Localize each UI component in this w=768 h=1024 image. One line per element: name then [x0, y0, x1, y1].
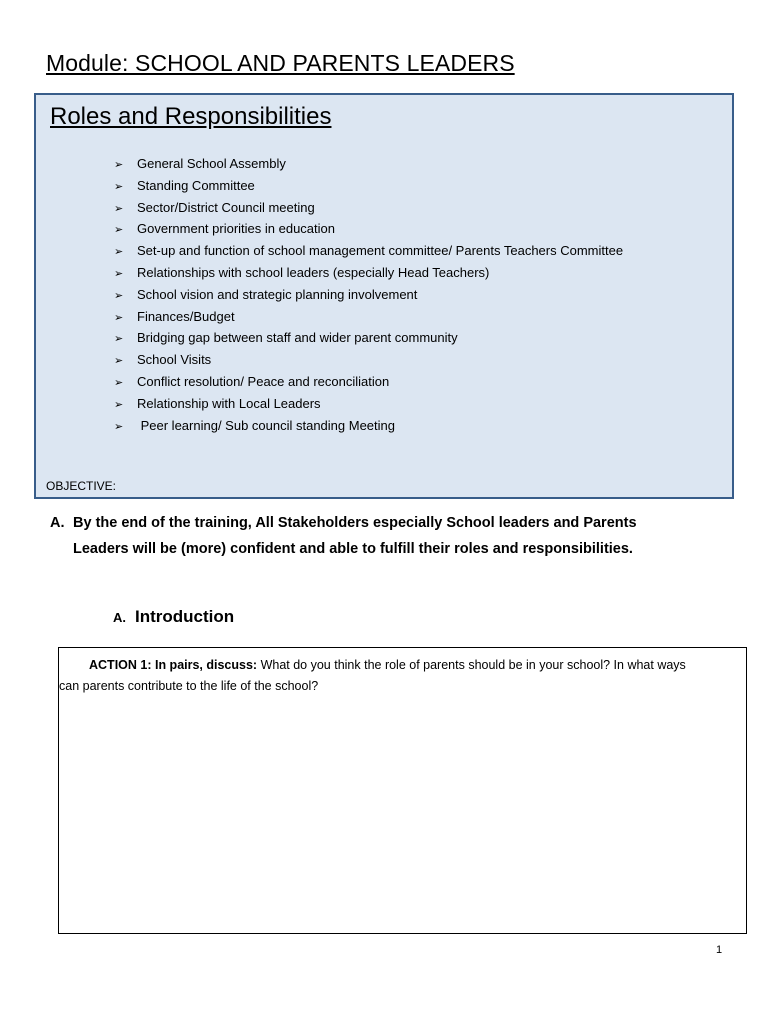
arrow-bullet-icon: ➢: [114, 333, 124, 346]
objective-line-1: By the end of the training, All Stakeholders especially School leaders and Parents: [73, 515, 637, 531]
roles-heading: Roles and Responsibilities: [50, 103, 332, 130]
roles-list-item: [114, 306, 623, 328]
action-question-2: can parents contribute to the life of the school?: [59, 679, 319, 693]
roles-box: [34, 93, 734, 499]
action-lead: ACTION 1: In pairs, discuss:: [89, 658, 258, 672]
roles-item-text: School Visits: [137, 352, 212, 368]
roles-item-text: School vision and strategic planning involvement: [137, 286, 418, 302]
roles-item-text: Relationship with Local Leaders: [137, 395, 321, 411]
arrow-bullet-icon: ➢: [114, 420, 124, 433]
introduction-marker: A.: [113, 610, 126, 625]
arrow-bullet-icon: ➢: [114, 180, 124, 193]
roles-item-text: Conflict resolution/ Peace and reconciliation: [137, 373, 390, 389]
roles-list-item: [114, 262, 623, 284]
arrow-bullet-icon: ➢: [114, 246, 124, 259]
objective-line-2: Leaders will be (more) confident and able to fulfill their roles and responsibilities.: [73, 541, 633, 557]
arrow-bullet-icon: ➢: [114, 159, 124, 171]
roles-list-item: [114, 327, 623, 349]
roles-item-text: General School Assembly: [137, 156, 286, 171]
arrow-bullet-icon: ➢: [114, 376, 124, 389]
objective-label: OBJECTIVE:: [46, 479, 117, 493]
arrow-bullet-icon: ➢: [114, 355, 124, 368]
action-box: [58, 647, 747, 934]
roles-list: [114, 153, 623, 436]
roles-list-item: [114, 240, 623, 262]
roles-item-text: Finances/Budget: [137, 308, 235, 324]
module-title: Module: SCHOOL AND PARENTS LEADERS: [46, 50, 515, 76]
roles-item-text: Relationships with school leaders (especially Head Teachers): [137, 264, 490, 280]
roles-list-item: [114, 153, 623, 175]
roles-item-text: Standing Committee: [137, 177, 255, 193]
introduction-heading: [113, 607, 234, 627]
arrow-bullet-icon: ➢: [114, 202, 124, 215]
roles-list-item: [114, 349, 623, 371]
introduction-title: Introduction: [135, 607, 235, 626]
arrow-bullet-icon: ➢: [114, 224, 124, 237]
objective-marker: A.: [50, 515, 65, 531]
roles-list-item: [114, 371, 623, 393]
roles-item-text: Sector/District Council meeting: [137, 199, 315, 215]
arrow-bullet-icon: ➢: [114, 398, 124, 411]
arrow-bullet-icon: ➢: [114, 311, 124, 324]
action-text: [59, 655, 744, 697]
roles-list-item: [114, 415, 623, 437]
roles-list-item: [114, 197, 623, 219]
roles-list-item: [114, 284, 623, 306]
roles-item-text: Set-up and function of school management committee/ Parents Teachers Committee: [137, 243, 624, 259]
roles-list-item: [114, 218, 623, 240]
roles-item-text: Peer learning/ Sub council standing Meeting: [137, 417, 395, 433]
roles-list-item: [114, 393, 623, 415]
roles-item-text: Government priorities in education: [137, 221, 335, 237]
action-question-1: What do you think the role of parents should be in your school? In what ways: [257, 658, 686, 672]
roles-list-item: [114, 175, 623, 197]
arrow-bullet-icon: ➢: [114, 289, 124, 302]
arrow-bullet-icon: ➢: [114, 267, 124, 280]
objective-statement: [50, 510, 690, 562]
roles-item-text: Bridging gap between staff and wider parent community: [137, 330, 458, 346]
page-number: 1: [716, 944, 723, 956]
